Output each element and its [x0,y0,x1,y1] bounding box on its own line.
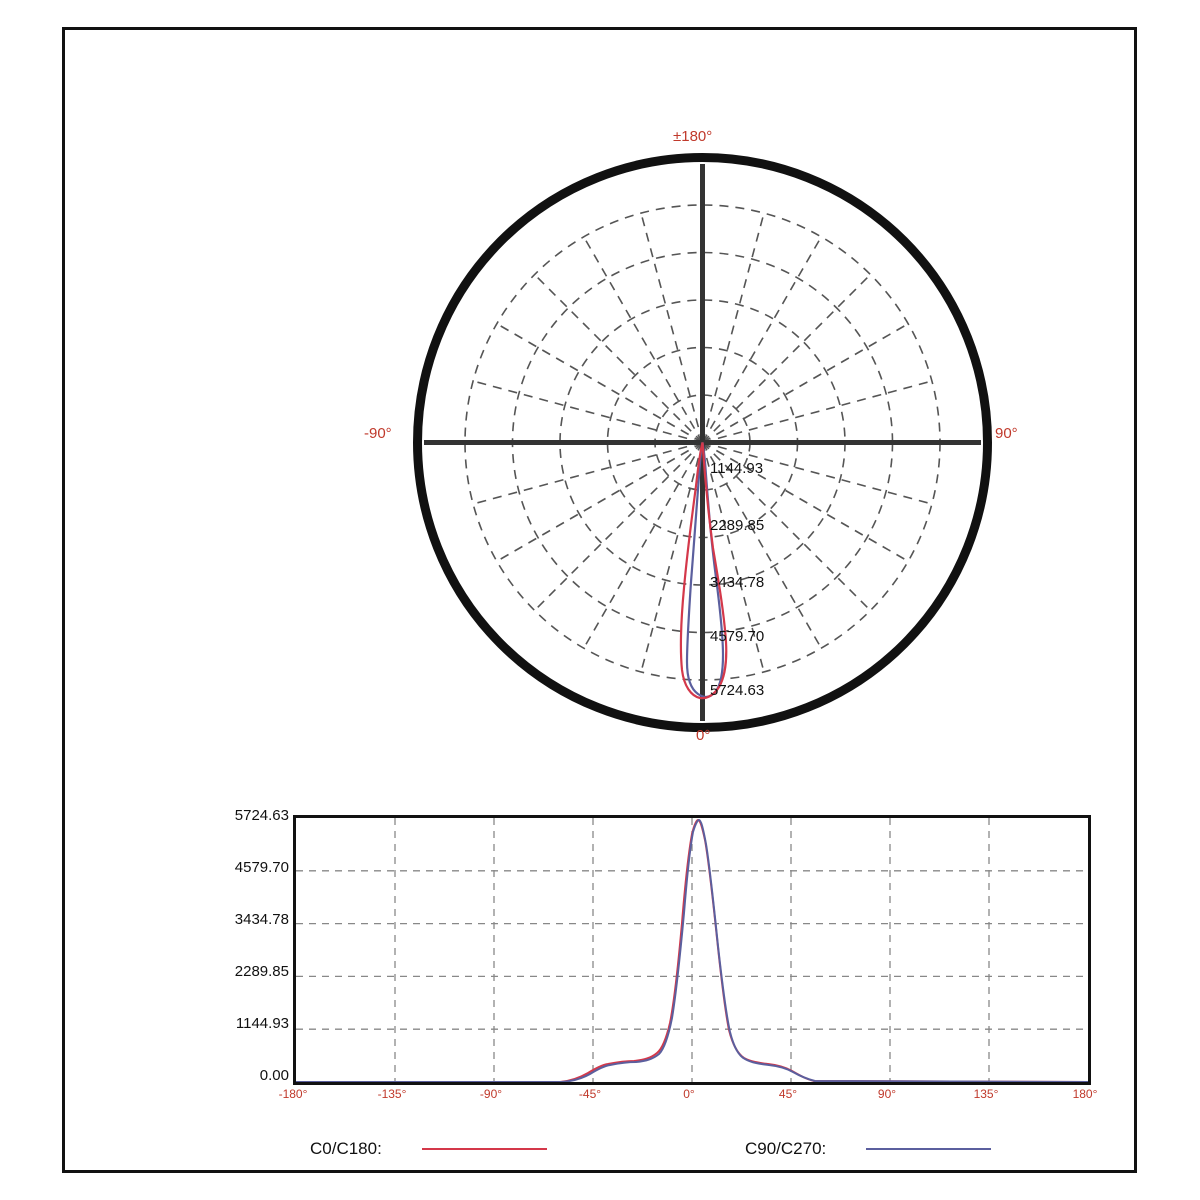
legend-swatch-c90 [866,1148,991,1150]
polar-ring-label-2: 2289.85 [710,517,765,534]
x-tick-m45: -45° [578,1087,602,1101]
cartesian-plot [205,807,1098,1105]
legend-entry-c0 [310,1139,547,1159]
polar-ring-label-4: 4579.70 [710,628,765,645]
x-tick-m135: -135° [377,1087,407,1101]
polar-label-0: 0° [696,727,711,744]
x-tick-m180: -180° [278,1087,308,1101]
x-tick-180: 180° [1072,1087,1098,1101]
polar-label-180: ±180° [673,128,713,145]
y-tick-3434: 3434.78 [234,911,289,928]
polar-plot [410,150,995,735]
x-tick-45: 45° [778,1087,798,1101]
diagram-frame [62,27,1137,1173]
y-tick-5724: 5724.63 [234,807,289,824]
x-tick-0: 0° [683,1087,695,1101]
y-tick-0: 0.00 [259,1067,289,1084]
legend-label-c90: C90/C270: [745,1139,827,1158]
legend-entry-c90 [745,1139,991,1159]
polar-ring-label-3: 3434.78 [710,574,765,591]
legend-swatch-c0 [422,1148,547,1150]
polar-plot-svg [410,150,995,735]
legend-label-c0: C0/C180: [310,1139,382,1158]
cart-v-grid [395,818,989,1082]
polar-ring-label-5: 5724.63 [710,682,765,699]
y-tick-2289: 2289.85 [234,963,289,980]
polar-label-plus90: 90° [995,425,1018,442]
polar-ring-label-1: 1144.93 [710,460,764,477]
cartesian-plot-area [293,815,1091,1085]
cartesian-plot-svg [296,818,1088,1082]
y-tick-1144: 1144.93 [235,1015,289,1032]
legend [205,1135,1105,1175]
polar-label-minus90: -90° [364,425,392,442]
y-tick-4579: 4579.70 [234,859,289,876]
x-tick-135: 135° [973,1087,999,1101]
x-tick-m90: -90° [479,1087,503,1101]
x-tick-90: 90° [877,1087,897,1101]
